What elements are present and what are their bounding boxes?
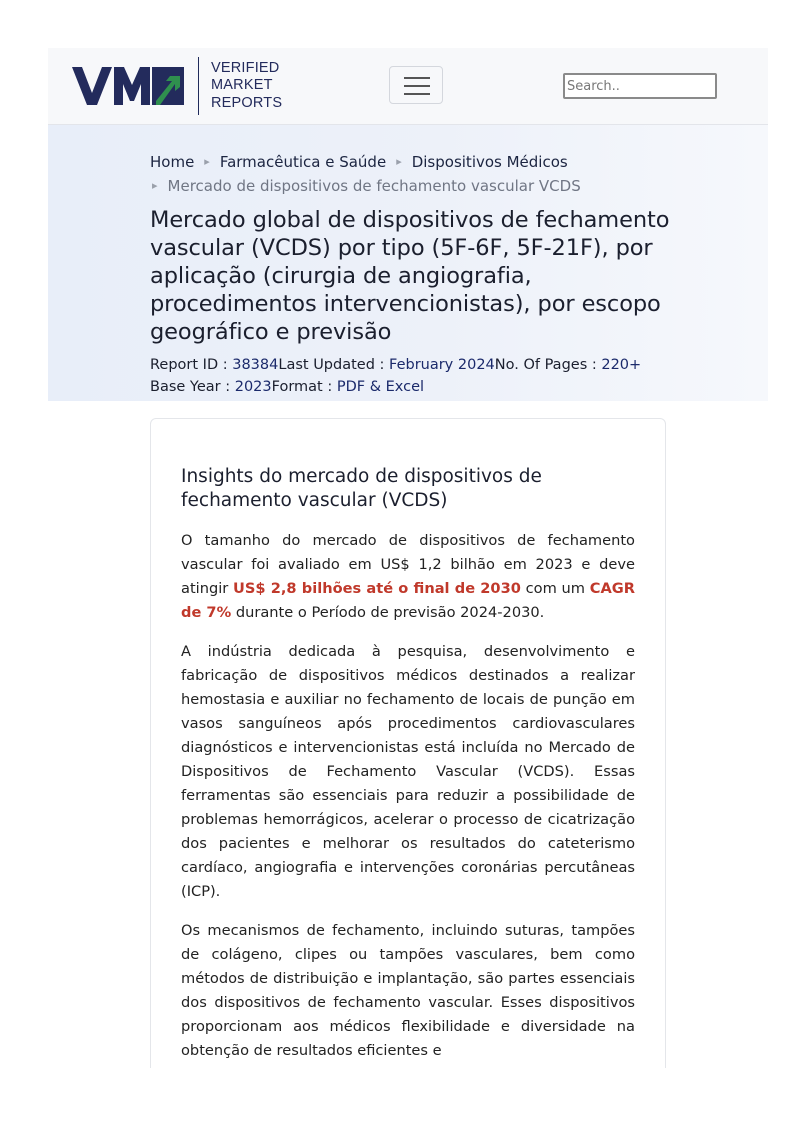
- logo-divider: [198, 57, 199, 115]
- insights-paragraph-1: [181, 529, 635, 625]
- p1-text-c: durante o Período de previsão 2024-2030.: [231, 604, 545, 621]
- chevron-right-icon: ▸: [396, 155, 402, 168]
- last-updated-label: Last Updated :: [278, 357, 390, 373]
- brand-line-2: MARKET: [211, 77, 273, 94]
- insights-paragraph-2: A indústria dedicada à pesquisa, desenvolvimento e fabricação de dispositivos médicos destinados a realizar hemostasia e auxiliar no fechamento de locais de punção em vasos sanguíneos após procedimentos cardiovasculares diagnósticos e intervencionistas está incluída no Mercado de Dispositivos de Fechamento Vascular (VCDS). Essas ferramentas são essenciais para reduzir a possibilidade de problemas hemorrágicos, acelerar o processo de cicatrização dos pacientes e melhorar os resultados do cateterismo cardíaco, angiografia e intervenções coronárias percutâneas (ICP).: [181, 643, 635, 900]
- hamburger-icon: [404, 77, 430, 79]
- report-id-label: Report ID :: [150, 357, 233, 373]
- pages-label: No. Of Pages :: [494, 357, 602, 373]
- breadcrumb-level-2[interactable]: Dispositivos Médicos: [411, 153, 568, 171]
- brand-line-3: REPORTS: [211, 94, 283, 111]
- format-value: PDF & Excel: [336, 379, 425, 395]
- report-hero: [48, 125, 768, 401]
- cagr-highlight: CAGR de 7%: [181, 580, 635, 621]
- report-meta: [150, 354, 690, 398]
- p1-text-a: O tamanho do mercado de dispositivos de fechamento vascular foi avaliado em US$ 1,2 bilhão em 2023 e deve atingir: [181, 532, 635, 597]
- page-frame: [48, 48, 768, 1068]
- p1-text-b: com um: [520, 580, 590, 597]
- insights-paragraph-3: Os mecanismos de fechamento, incluindo suturas, tampões de colágeno, clipes ou tampões vasculares, bem como métodos de distribuição e implantação, são partes essenciais dos dispositivos de fechamento vascular. Esses dispositivos proporcionam aos médicos flexibilidade e diversidade na obtenção de resultados eficientes e: [181, 922, 635, 1059]
- base-year-value: 2023: [234, 379, 272, 395]
- brand-line-1: VERIFIED: [211, 59, 280, 76]
- base-year-label: Base Year :: [150, 379, 235, 395]
- brand-wordmark: [211, 60, 282, 113]
- search-input[interactable]: [563, 73, 717, 99]
- last-updated-value: February 2024: [389, 357, 495, 373]
- insights-heading: Insights do mercado de dispositivos de fechamento vascular (VCDS): [181, 466, 542, 511]
- insights-body: [181, 529, 635, 1068]
- report-id-value: 38384: [232, 357, 279, 373]
- pages-value: 220+: [601, 357, 642, 373]
- breadcrumb: [150, 150, 670, 198]
- site-header: [48, 48, 768, 125]
- vmr-logo-icon: [72, 67, 184, 105]
- brand-logo[interactable]: [72, 57, 282, 115]
- breadcrumb-current: Mercado de dispositivos de fechamento vascular VCDS: [167, 177, 581, 195]
- insights-card: [150, 418, 666, 1068]
- chevron-right-icon: ▸: [152, 179, 158, 192]
- breadcrumb-home[interactable]: Home: [150, 153, 195, 171]
- breadcrumb-level-1[interactable]: Farmacêutica e Saúde: [219, 153, 387, 171]
- format-label: Format :: [271, 379, 337, 395]
- market-value-highlight: US$ 2,8 bilhões até o final de 2030: [233, 580, 521, 597]
- chevron-right-icon: ▸: [204, 155, 210, 168]
- hamburger-menu-button[interactable]: [389, 66, 443, 104]
- page-title: Mercado global de dispositivos de fechamento vascular (VCDS) por tipo (5F-6F, 5F-21F), por aplicação (cirurgia de angiografia, procedimentos intervencionistas), por escopo geográfico e previsão: [150, 207, 670, 345]
